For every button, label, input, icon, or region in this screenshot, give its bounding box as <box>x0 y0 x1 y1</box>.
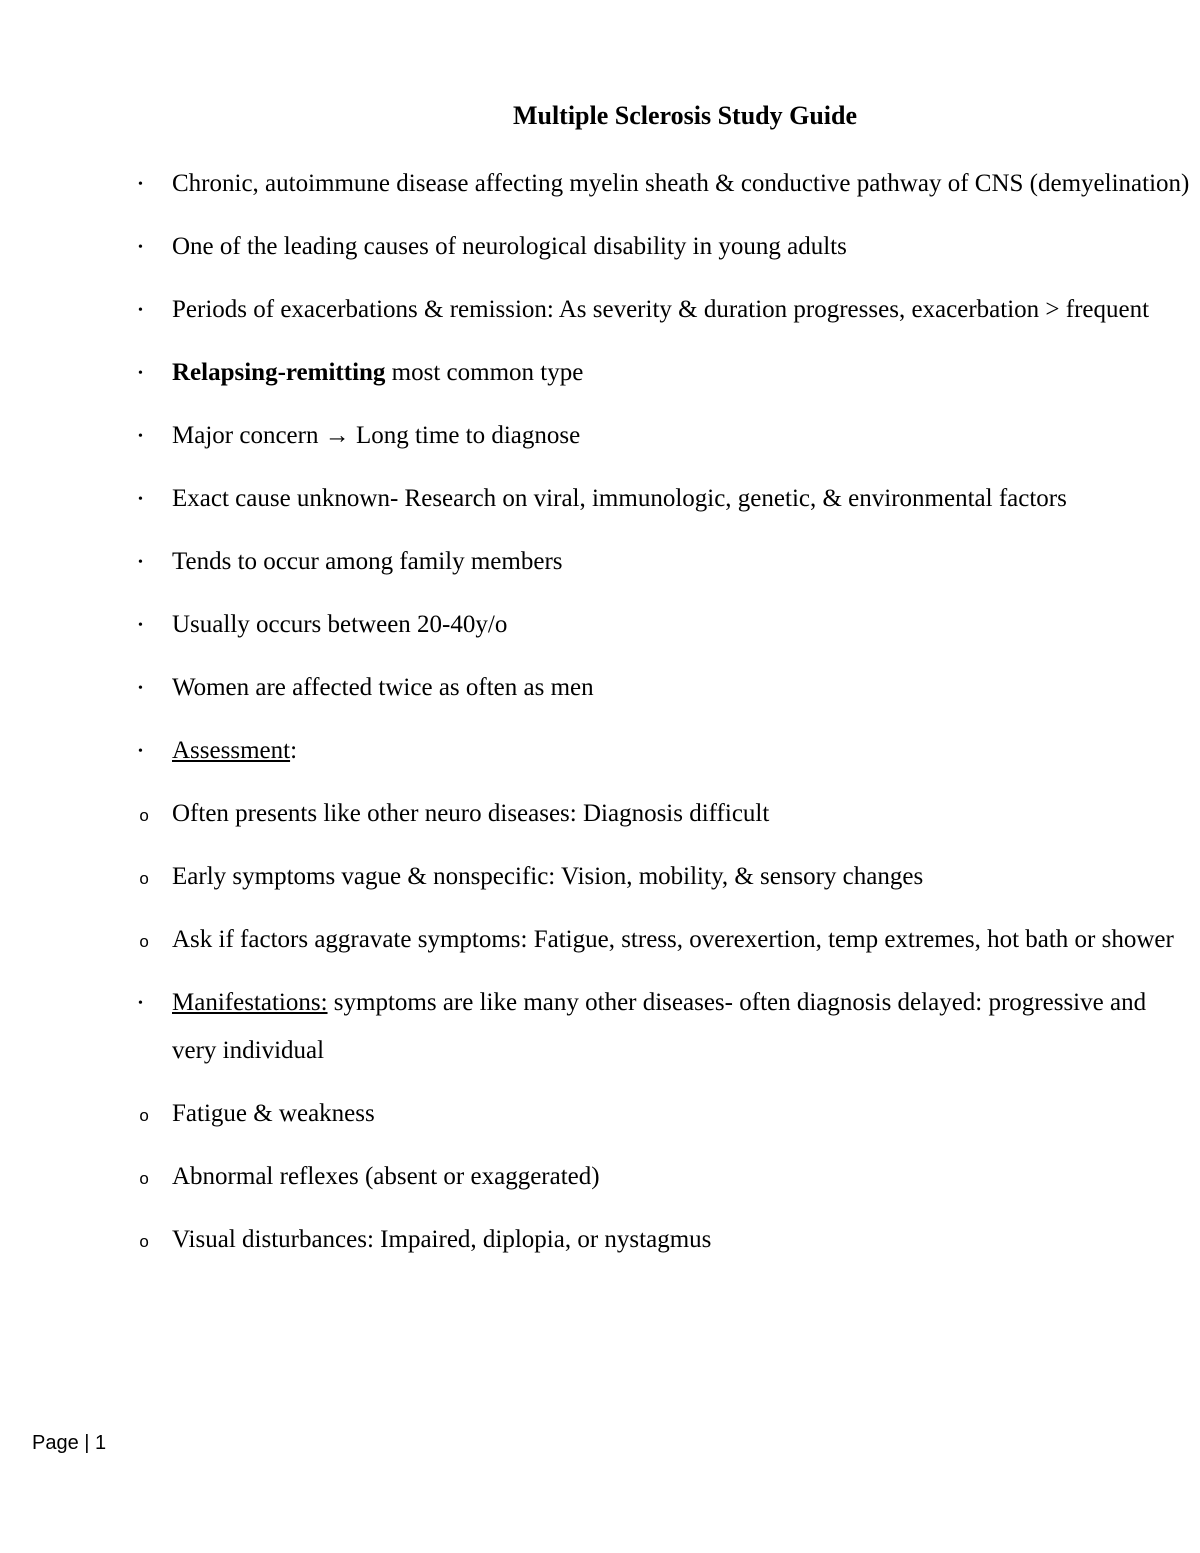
list-item <box>0 160 1200 208</box>
bullet-icon <box>138 601 158 653</box>
list-item-text: Often presents like other neuro diseases: Diagnosis difficult <box>172 800 770 827</box>
list-item <box>0 979 1200 1075</box>
list-item <box>0 475 1200 523</box>
list-item-term: Relapsing-remitting <box>172 359 386 386</box>
section-heading: Assessment <box>172 737 291 764</box>
section-heading: Manifestations: <box>172 989 328 1016</box>
bullet-icon <box>138 664 158 716</box>
list-item-text: Exact cause unknown- Research on viral, immunologic, genetic, & environmental factors <box>172 485 1067 512</box>
circle-bullet-icon <box>138 1090 158 1142</box>
bullet-icon <box>138 349 158 401</box>
list-item-text: Visual disturbances: Impaired, diplopia, or nystagmus <box>172 1226 712 1253</box>
list-item-text: Abnormal reflexes (absent or exaggerated) <box>172 1163 600 1190</box>
bullet-icon <box>138 538 158 590</box>
circle-bullet-icon <box>138 1216 158 1268</box>
page-footer: Page | 1 <box>32 1432 107 1454</box>
list-item-text: Fatigue & weakness <box>172 1100 375 1127</box>
bullet-list <box>0 160 1200 1279</box>
list-item-text: Early symptoms vague & nonspecific: Vision, mobility, & sensory changes <box>172 863 924 890</box>
list-item <box>0 664 1200 712</box>
list-item <box>0 412 1200 460</box>
sub-list-item <box>0 1090 1200 1138</box>
list-item-text: Chronic, autoimmune disease affecting myelin sheath & conductive pathway of CNS (demyelination) <box>172 170 1190 197</box>
sub-list-item <box>0 1153 1200 1201</box>
circle-bullet-icon <box>138 916 158 968</box>
bullet-icon <box>138 223 158 275</box>
list-item-text: most common type <box>385 359 584 386</box>
list-item-text: symptoms are like many other diseases- often diagnosis delayed: progressive and very individual <box>172 989 1147 1064</box>
sub-list-item <box>0 853 1200 901</box>
list-item-text: Tends to occur among family members <box>172 548 563 575</box>
bullet-icon <box>138 412 158 464</box>
list-item <box>0 223 1200 271</box>
sub-list-item <box>0 790 1200 838</box>
page-title: Multiple Sclerosis Study Guide <box>512 101 858 130</box>
circle-bullet-icon <box>138 1153 158 1205</box>
circle-bullet-icon <box>138 790 158 842</box>
bullet-icon <box>138 286 158 338</box>
list-item <box>0 286 1200 334</box>
sub-list-item <box>0 916 1200 964</box>
list-item-text: Usually occurs between 20-40y/o <box>172 611 508 638</box>
list-item-text: Ask if factors aggravate symptoms: Fatigue, stress, overexertion, temp extremes, hot bath or shower <box>172 926 1174 953</box>
list-item-text: One of the leading causes of neurological disability in young adults <box>172 233 847 260</box>
list-item <box>0 601 1200 649</box>
bullet-icon <box>138 979 158 1031</box>
list-item <box>0 538 1200 586</box>
list-item <box>0 727 1200 775</box>
bullet-icon <box>138 475 158 527</box>
bullet-icon <box>138 160 158 212</box>
list-item-text: Major concern → Long time to diagnose <box>172 422 581 449</box>
circle-bullet-icon <box>138 853 158 905</box>
bullet-icon <box>138 727 158 779</box>
list-item-text: Women are affected twice as often as men <box>172 674 594 701</box>
list-item <box>0 349 1200 397</box>
sub-list-item <box>0 1216 1200 1264</box>
list-item-text: : <box>290 737 298 764</box>
list-item-text: Periods of exacerbations & remission: As severity & duration progresses, exacerbation > frequent <box>172 296 1150 323</box>
